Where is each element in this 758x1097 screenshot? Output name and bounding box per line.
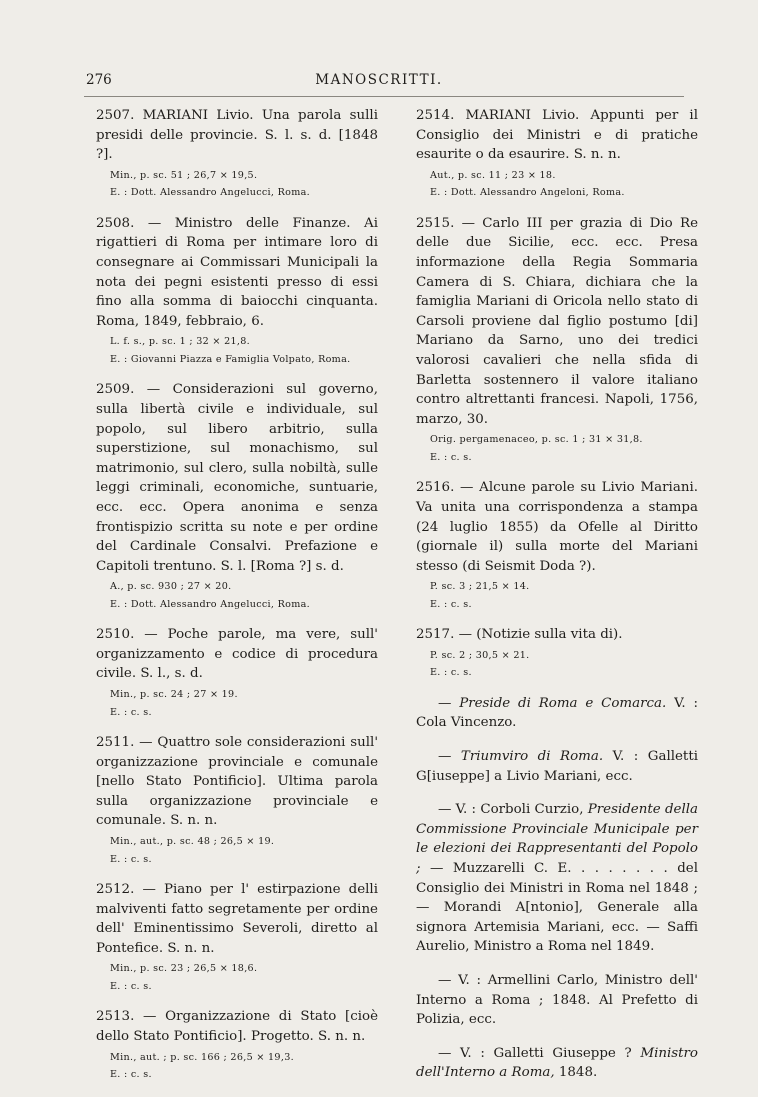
entry-meta: L. f. s., p. sc. 1 ; 32 × 21,8. bbox=[110, 336, 250, 348]
entry-meta: Min., aut. ; p. sc. 166 ; 26,5 × 19,3. bbox=[110, 1051, 294, 1063]
entry-text: 2515. — Carlo III per grazia di Dio Re delle due Sicilie, ecc. ecc. Presa informazione della Regia Sommaria Camera di S. Chiara, dichiara che la famiglia Mariani di Oricola nello stato di Carsoli proviene dal figlio postumo [di] Mariano da Sarno, uno dei tredici valorosi cavalieri che nella sfida di Barletta sostennero il valore italiano contro altrettanti francesi. Napoli, 1756, marzo, 30. bbox=[416, 215, 698, 427]
catalog-entry bbox=[96, 625, 378, 719]
entry-source: E. : c. s. bbox=[430, 667, 472, 679]
entry-meta: P. sc. 3 ; 21,5 × 14. bbox=[430, 581, 530, 593]
catalog-entry bbox=[416, 214, 698, 465]
entry-text: 2512. — Piano per l' estirpazione delli malviventi fatto segretamente per ordine dell' Eminentissimo Severoli, diretto al Pontefice. S. n. n. bbox=[96, 882, 378, 956]
entry-text: 2510. — Poche parole, ma vere, sull' organizzamento e codice di procedura civile. S. l., s. d. bbox=[96, 627, 378, 682]
catalog-entry bbox=[96, 1007, 378, 1081]
cross-reference bbox=[416, 971, 698, 1030]
catalog-entry bbox=[96, 380, 378, 611]
right-column bbox=[416, 106, 698, 1097]
cross-reference bbox=[416, 800, 698, 957]
header-rule bbox=[84, 96, 684, 97]
entry-text: 2509. — Considerazioni sul governo, sulla libertà civile e individuale, sul popolo, sul libero arbitrio, sulla superstizione, sul monachismo, sul matrimonio, sul clero, sulla nobiltà, sulle leggi criminali, economiche, suntuarie, ecc. ecc. Opera anonima e senza frontispizio scritta su note e per ordine del Cardinale Consalvi. Prefazione e Capitoli trentuno. S. l. [Roma ?] s. d. bbox=[96, 382, 378, 574]
entry-text: 2517. — (Notizie sulla vita di). bbox=[416, 627, 623, 643]
crossref-italic: Presidente della Commissione Provinciale Municipale per le elezioni dei Rappresentanti del Popolo ; bbox=[416, 802, 698, 877]
crossref-rest: 1848. bbox=[554, 1065, 598, 1081]
entry-source: E. : Dott. Alessandro Angelucci, Roma. bbox=[110, 598, 310, 610]
entry-source: E. : Dott. Alessandro Angeloni, Roma. bbox=[430, 187, 625, 199]
running-head: MANOSCRITTI. bbox=[315, 72, 443, 88]
entry-source: E. : c. s. bbox=[110, 706, 152, 718]
entry-text: 2507. MARIANI Livio. Una parola sulli presidi delle provincie. S. l. s. d. [1848 ?]. bbox=[96, 108, 378, 163]
catalog-entry bbox=[96, 733, 378, 866]
crossref-prefix: — bbox=[438, 695, 460, 711]
entry-source: E. : c. s. bbox=[110, 853, 152, 865]
entry-source: E. : c. s. bbox=[110, 1069, 152, 1081]
crossref-prefix: — V. : Armellini Carlo, Ministro dell' Interno a Roma ; 1848. Al Prefetto di Polizia, ecc. bbox=[416, 973, 698, 1028]
cross-reference bbox=[416, 747, 698, 786]
entry-meta: Min., p. sc. 23 ; 26,5 × 18,6. bbox=[110, 963, 258, 975]
crossref-italic: Ministro dell'Interno a Roma, bbox=[416, 1045, 698, 1081]
catalog-entry bbox=[416, 625, 698, 680]
entry-meta: Min., p. sc. 24 ; 27 × 19. bbox=[110, 689, 238, 701]
entry-text: 2511. — Quattro sole considerazioni sull' organizzazione provinciale e comunale [nello Stato Pontificio]. Ultima parola sulla organizzazione provinciale e comunale. S. n. n. bbox=[96, 735, 378, 829]
crossref-italic: Preside di Roma e Comarca. bbox=[459, 695, 667, 711]
entry-meta: Min., aut., p. sc. 48 ; 26,5 × 19. bbox=[110, 836, 275, 848]
entry-source: E. : Giovanni Piazza e Famiglia Volpato, Roma. bbox=[110, 353, 351, 365]
entry-meta: Min., p. sc. 51 ; 26,7 × 19,5. bbox=[110, 169, 258, 181]
entry-meta: Aut., p. sc. 11 ; 23 × 18. bbox=[430, 169, 556, 181]
catalog-entry bbox=[96, 106, 378, 200]
catalog-entry bbox=[96, 880, 378, 993]
crossref-rest: V. : Cola Vincenzo. bbox=[416, 695, 698, 731]
catalog-entry bbox=[416, 478, 698, 611]
entry-text: 2508. — Ministro delle Finanze. Ai rigattieri di Roma per intimare loro di consegnare ai Commissari Municipali la nota dei pegni esistenti presso di essi fino alla somma di baiocchi cinquanta. Roma, 1849, febbraio, 6. bbox=[96, 215, 378, 329]
left-column bbox=[96, 106, 378, 1096]
entry-text: 2516. — Alcune parole su Livio Mariani. Va unita una corrispondenza a stampa (24 luglio 1855) da Ofelle al Diritto (giornale il) sulla morte del Mariani stesso (di Seismit Doda ?). bbox=[416, 480, 698, 574]
entry-source: E. : Dott. Alessandro Angelucci, Roma. bbox=[110, 187, 310, 199]
entry-text: 2513. — Organizzazione di Stato [cioè dello Stato Pontificio]. Progetto. S. n. n. bbox=[96, 1009, 378, 1044]
crossref-prefix: — V. : Galletti Giuseppe ? bbox=[438, 1045, 641, 1061]
entry-source: E. : c. s. bbox=[430, 451, 472, 463]
cross-reference bbox=[416, 1044, 698, 1083]
page-number: 276 bbox=[86, 72, 112, 88]
entry-text: 2514. MARIANI Livio. Appunti per il Consiglio dei Ministri e di pratiche esaurite o da esaurire. S. n. n. bbox=[416, 108, 698, 163]
crossref-italic: Triumviro di Roma. bbox=[460, 749, 604, 765]
catalog-entry bbox=[96, 214, 378, 367]
crossref-prefix: — V. : Corboli Curzio, bbox=[438, 802, 588, 818]
entry-source: E. : c. s. bbox=[430, 598, 472, 610]
entry-meta: Orig. pergamenaceo, p. sc. 1 ; 31 × 31,8. bbox=[430, 434, 643, 446]
crossref-prefix: — bbox=[438, 749, 461, 765]
crossref-rest: V. : Galletti G[iuseppe] a Livio Mariani, ecc. bbox=[416, 749, 698, 784]
crossref-rest: — Muzzarelli C. E. . . . . . . . del Consiglio dei Ministri in Roma nel 1848 ; — Morandi A[ntonio], Generale alla signora Artemisia Mariani, ecc. — Saffi Aurelio, Ministro a Roma nel 1849. bbox=[416, 861, 698, 955]
entry-meta: P. sc. 2 ; 30,5 × 21. bbox=[430, 649, 530, 661]
entry-meta: A., p. sc. 930 ; 27 × 20. bbox=[110, 581, 232, 593]
cross-reference bbox=[416, 694, 698, 733]
catalog-entry bbox=[416, 106, 698, 200]
entry-source: E. : c. s. bbox=[110, 980, 152, 992]
